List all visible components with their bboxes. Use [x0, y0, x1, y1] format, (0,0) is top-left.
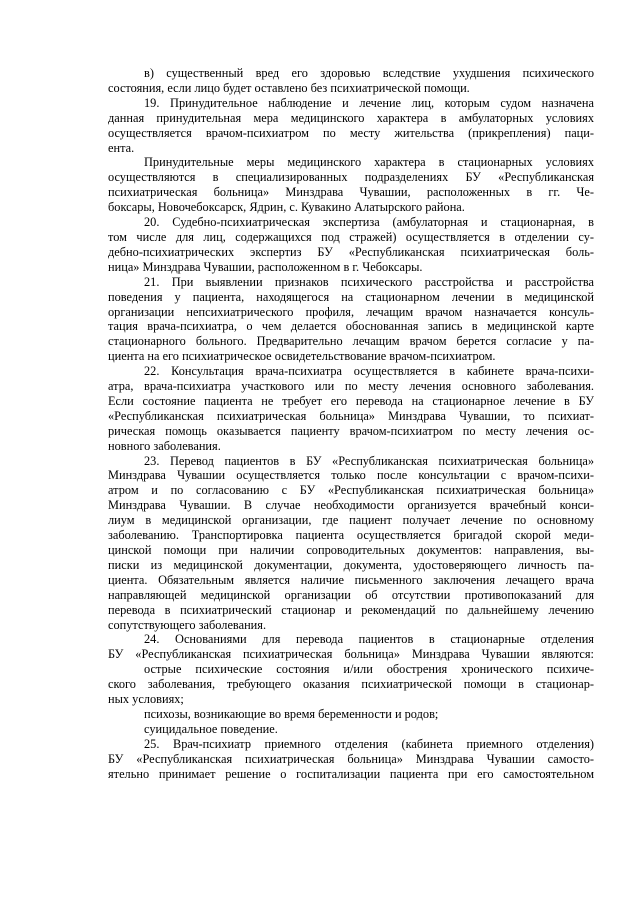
- text-line: острые психические состояния и/или обострения хронического психиче-: [144, 662, 594, 677]
- document-body: [108, 66, 594, 782]
- text-line: Принудительные меры медицинского характера в стационарных условиях: [144, 155, 594, 170]
- text-line: психозы, возникающие во время беременности и родов;: [144, 706, 439, 721]
- text-line: лиум в медицинской организации, где пациент получает лечение по основному: [108, 513, 594, 528]
- text-line: ных условиях;: [108, 692, 184, 707]
- text-line: циента на его психиатрическое освидетельствование врачом-психиатром.: [108, 349, 496, 364]
- text-line: осуществляется врачом-психиатром по месту жительства (прикрепления) паци-: [108, 125, 594, 140]
- text-line: психиатрическая больница» Минздрава Чувашии, расположенных в гг. Че-: [108, 185, 594, 200]
- text-line: ятельно принимает решение о госпитализации пациента при его самостоятельном: [108, 766, 594, 781]
- text-line: 24. Основаниями для перевода пациентов в стационарные отделения: [144, 632, 594, 647]
- text-line: 21. При выявлении признаков психического расстройства и расстройства: [144, 274, 594, 289]
- text-line: 20. Судебно-психиатрическая экспертиза (амбулаторная и стационарная, в: [144, 215, 594, 230]
- text-line: перевода в психиатрический стационар и рекомендаций по дальнейшему лечению: [108, 602, 594, 617]
- text-line: сопутствующего заболевания.: [108, 617, 267, 632]
- text-line: ента.: [108, 140, 135, 155]
- text-line: цинской помощи при наличии сопроводительных документов: направления, вы-: [108, 543, 594, 557]
- text-line: боксары, Новочебоксарск, Ядрин, с. Кувакино Алатырского района.: [108, 200, 465, 215]
- text-line: ница» Минздрава Чувашии, расположенном в г. Чебоксары.: [108, 259, 423, 274]
- text-line: поведения у пациента, находящегося на стационарном лечении в медицинской: [108, 289, 594, 304]
- text-line: дебно-психиатрических экспертиз БУ «Республиканская психиатрическая боль-: [108, 244, 594, 259]
- text-line: состояния, если лицо будет оставлено без психиатрической помощи.: [108, 80, 470, 95]
- text-line: БУ «Республиканская психиатрическая больница» Минздрава Чувашии самосто-: [108, 751, 594, 766]
- text-line: рическая помощь оказывается пациенту врачом-психиатром по месту лечения ос-: [108, 423, 594, 438]
- text-line: осуществляются в специализированных подразделениях БУ «Республиканская: [108, 170, 594, 185]
- text-line: данная принудительная мера медицинского характера в амбулаторных условиях: [108, 110, 594, 125]
- text-line: стационарного больного. Предварительно лечащим врачом берется согласие у па-: [108, 334, 594, 349]
- text-line: том числе для лиц, содержащихся под стражей) осуществляется в отделении су-: [108, 229, 594, 244]
- text-line: организации непсихиатрического профиля, лечащим врачом назначается консуль-: [108, 304, 594, 319]
- text-line: 25. Врач-психиатр приемного отделения (кабинета приемного отделения): [144, 736, 594, 751]
- text-line: 22. Консультация врача-психиатра осуществляется в кабинете врача-психи-: [144, 364, 594, 379]
- text-line: в) существенный вред его здоровью вследствие ухудшения психического: [144, 66, 594, 80]
- text-line: «Республиканская психиатрическая больница» Минздрава Чувашии, то психиат-: [108, 408, 594, 423]
- text-line: новного заболевания.: [108, 438, 221, 453]
- text-line: писки из медицинской документации, документа, удостоверяющего личность па-: [108, 557, 594, 572]
- text-line: БУ «Республиканская психиатрическая больница» Минздрава Чувашии являются:: [108, 647, 594, 662]
- text-line: 23. Перевод пациентов в БУ «Республиканская психиатрическая больница»: [144, 453, 594, 468]
- text-line: ского заболевания, требующего оказания психиатрической помощи в стационар-: [108, 677, 594, 692]
- text-line: Минздрава Чувашии осуществляется только после консультации с врачом-психи-: [108, 468, 594, 483]
- text-line: атром и по согласованию с БУ «Республиканская психиатрическая больница»: [108, 483, 594, 498]
- text-line: Если состояние пациента не требует его перевода на стационарное лечение в БУ: [108, 393, 594, 408]
- text-line: циента. Обязательным является наличие письменного заключения лечащего врача: [108, 572, 594, 587]
- text-line: тация врача-психиатра, о чем делается обоснованная запись в медицинской карте: [108, 319, 594, 334]
- text-line: атра, врача-психиатра участкового или по месту лечения основного заболевания.: [108, 379, 594, 394]
- text-line: суицидальное поведение.: [144, 721, 278, 736]
- text-line: 19. Принудительное наблюдение и лечение лиц, которым судом назначена: [144, 95, 594, 110]
- text-line: заболеванию. Транспортировка пациента осуществляется бригадой скорой меди-: [108, 528, 594, 543]
- text-line: Минздрава Чувашии. В случае необходимости организуется врачебный конси-: [108, 498, 594, 513]
- text-line: направляющей медицинской организации об отсутствии противопоказаний для: [108, 587, 594, 602]
